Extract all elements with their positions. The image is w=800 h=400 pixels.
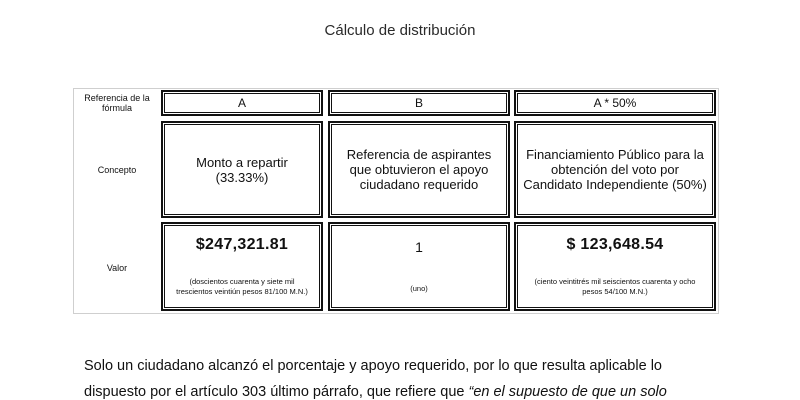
- value-cell-a: [161, 222, 323, 311]
- row-label-referencia: Referencia de la fórmula: [84, 93, 150, 113]
- value-amount: $247,321.81: [195, 235, 289, 253]
- value-cell-b: [328, 222, 510, 311]
- concept-cell-b: Referencia de aspirantes que obtuvieron el apoyo ciudadano requerido: [328, 121, 510, 218]
- value-cell-a-50: [514, 222, 716, 311]
- header-cell-b: B: [328, 90, 510, 116]
- value-words: (doscientos cuarenta y siete mil trescientos veintiún pesos 81/100 M.N.): [176, 277, 308, 297]
- paragraph-quote: “en el supuesto de que un solo: [468, 384, 667, 400]
- paragraph-line: Solo un ciudadano alcanzó el porcentaje y apoyo requerido, por lo que resulta aplicable lo: [84, 358, 662, 374]
- value-amount: $ 123,648.54: [566, 235, 664, 253]
- value-words: (uno): [410, 284, 428, 294]
- row-label-valor: Valor: [106, 263, 128, 273]
- value-amount: 1: [415, 238, 423, 255]
- paragraph-text: dispuesto por el artículo 303 último párrafo, que refiere que: [84, 384, 469, 400]
- concept-cell-a: Monto a repartir (33.33%): [161, 121, 323, 218]
- page-title: Cálculo de distribución: [324, 22, 476, 39]
- row-label-concepto: Concepto: [97, 165, 137, 175]
- header-cell-a-50: A * 50%: [514, 90, 716, 116]
- concept-cell-a-50: Financiamiento Público para la obtención del voto por Candidato Independiente (50%): [514, 121, 716, 218]
- value-words: (ciento veintitrés mil seiscientos cuarenta y ocho pesos 54/100 M.N.): [534, 277, 696, 297]
- paragraph-line: [84, 378, 744, 400]
- header-cell-a: A: [161, 90, 323, 116]
